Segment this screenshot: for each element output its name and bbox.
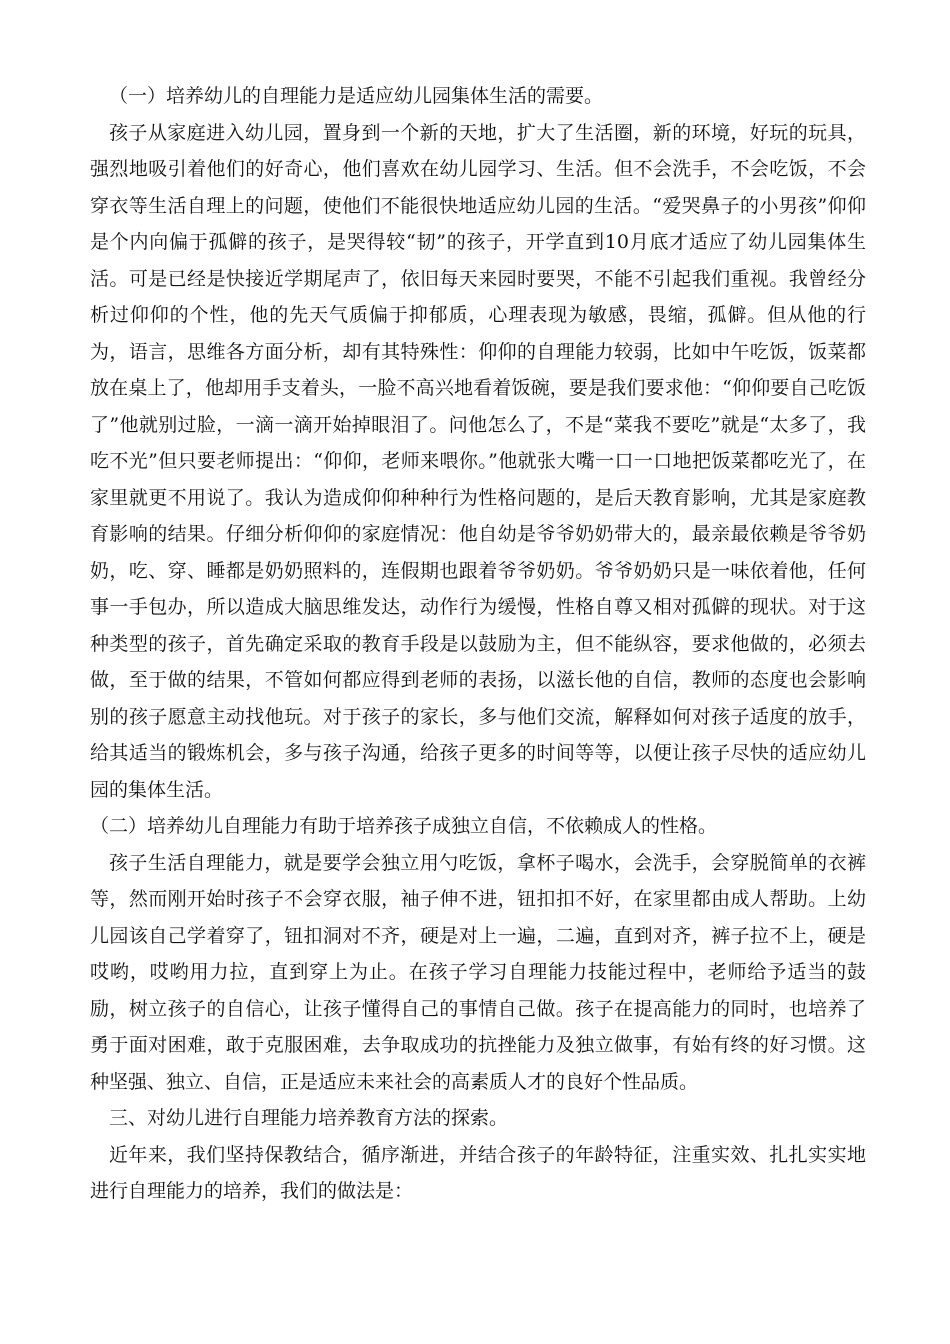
section-heading-1: （一）培养幼儿的自理能力是适应幼儿园集体生活的需要。: [109, 85, 604, 107]
body-paragraph-2: 孩子生活自理能力，就是要学会独立用勺吃饭，拿杯子喝水，会洗手，会穿脱简单的衣裤等，然而刚开始时孩子不会穿衣服，袖子伸不进，钮扣扣不好，在家里都由成人帮助。上幼儿园该自己学着穿了，钮扣洞对不齐，硬是对上一遍，二遍，直到对齐，裤子拉不上，硬是哎哟，哎哟用力拉，直到穿上为止。在孩子学习自理能力技能过程中，老师给予适当的鼓励，树立孩子的自信心，让孩子懂得自己的事情自己做。孩子在提高能力的同时，也培养了勇于面对困难，敢于克服困难，去争取成功的抗挫能力及独立做事，有始有终的好习惯。这种坚强、独立、自信，正是适应未来社会的高素质人才的良好个性品质。: [90, 851, 866, 1093]
section-heading-3: 三、对幼儿进行自理能力培养教育方法的探索。: [109, 1107, 509, 1129]
document-body: [90, 78, 866, 1210]
body-paragraph-3: 近年来，我们坚持保教结合，循序渐进，并结合孩子的年龄特征，注重实效、扎扎实实地进行自理能力的培养，我们的做法是：: [90, 1143, 866, 1202]
section-heading-2: （二）培养幼儿自理能力有助于培养孩子成独立自信，不依赖成人的性格。: [90, 815, 718, 837]
body-paragraph-1: 孩子从家庭进入幼儿园，置身到一个新的天地，扩大了生活圈，新的环境，好玩的玩具，强烈地吸引着他们的好奇心，他们喜欢在幼儿园学习、生活。但不会洗手，不会吃饭，不会穿衣等生活自理上的问题，使他们不能很快地适应幼儿园的生活。“爱哭鼻子的小男孩”仰仰是个内向偏于孤僻的孩子，是哭得较“韧”的孩子，开学直到10月底才适应了幼儿园集体生活。可是已经是快接近学期尾声了，依旧每天来园时要哭，不能不引起我们重视。我曾经分析过仰仰的个性，他的先天气质偏于抑郁质，心理表现为敏感，畏缩，孤僻。但从他的行为，语言，思维各方面分析，却有其特殊性：仰仰的自理能力较弱，比如中午吃饭，饭菜都放在桌上了，他却用手支着头，一脸不高兴地看着饭碗，要是我们要求他：“仰仰要自己吃饭了”他就别过脸，一滴一滴开始掉眼泪了。问他怎么了，不是“菜我不要吃”就是“太多了，我吃不光”但只要老师提出：“仰仰，老师来喂你。”他就张大嘴一口一口地把饭菜都吃光了，在家里就更不用说了。我认为造成仰仰种种行为性格问题的，是后天教育影响，尤其是家庭教育影响的结果。仔细分析仰仰的家庭情况：他自幼是爷爷奶奶带大的，最亲最依赖是爷爷奶奶，吃、穿、睡都是奶奶照料的，连假期也跟着爷爷奶奶。爷爷奶奶只是一味依着他，任何事一手包办，所以造成大脑思维发达，动作行为缓慢，性格自尊又相对孤僻的现状。对于这种类型的孩子，首先确定采取的教育手段是以鼓励为主，但不能纵容，要求他做的，必须去做，至于做的结果，不管如何都应得到老师的表扬，以滋长他的自信，教师的态度也会影响别的孩子愿意主动找他玩。对于孩子的家长，多与他们交流，解释如何对孩子适度的放手，给其适当的锻炼机会，多与孩子沟通，给孩子更多的时间等等，以便让孩子尽快的适应幼儿园的集体生活。: [90, 121, 866, 801]
